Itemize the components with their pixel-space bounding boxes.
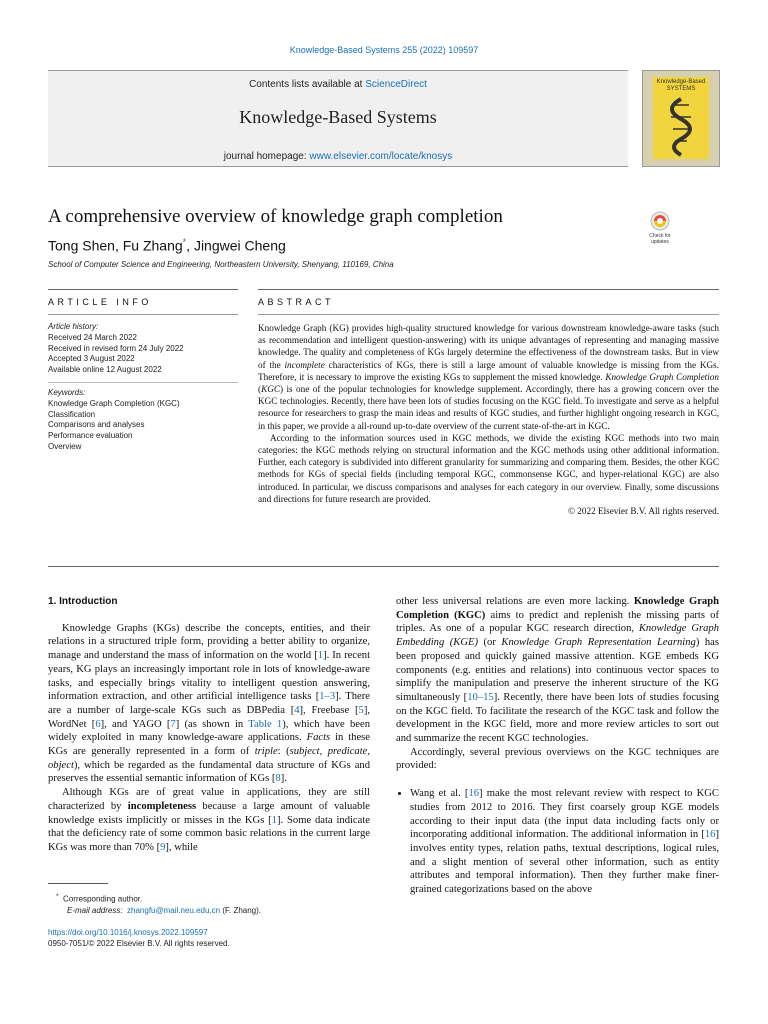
doi-block: [48, 927, 378, 949]
history-label: Article history:: [48, 322, 99, 331]
keyword: Overview: [48, 441, 82, 451]
email-link[interactable]: zhangfu@mail.neu.edu.cn: [127, 905, 221, 915]
footnote: * Corresponding author. E-mail address: zhangfu@mail.neu.edu.cn (F. Zhang).: [56, 893, 262, 915]
article-history: [48, 322, 238, 376]
keyword: Classification: [48, 409, 96, 419]
ref-link[interactable]: 5: [358, 704, 364, 716]
rule: [258, 314, 719, 315]
paper-title: A comprehensive overview of knowledge graph completion: [48, 206, 503, 227]
body-paragraph: Accordingly, several previous overviews on the KGC techniques are provided:: [396, 746, 719, 772]
right-column: [396, 595, 719, 897]
rule: [48, 314, 238, 315]
journal-homepage: journal homepage: www.elsevier.com/locate/knosys: [223, 151, 453, 162]
ref-link[interactable]: 16: [704, 829, 716, 841]
ref-link[interactable]: 1–3: [319, 691, 336, 703]
homepage-link[interactable]: www.elsevier.com/locate/knosys: [309, 151, 453, 162]
ref-link[interactable]: 10–15: [467, 691, 494, 703]
article-info-heading: ARTICLE INFO: [48, 297, 152, 307]
keywords: [48, 388, 238, 453]
rule: [48, 289, 238, 290]
ref-link[interactable]: 6: [95, 718, 101, 730]
body-paragraph: other less universal relations are even more lacking. Knowledge Graph Completion (KGC) aims to predict and replenish the missing parts of triples. As one of a popular KGC research direction, Knowledge Graph Embedding (KGE) (or Knowledge Graph Representation Learning) has been proposed and quickly gained massive attention. KGE embeds KG components (e.g. entities and relations) into continuous vector spaces to simplify the manipulation and preserve the inherent structure of the KG simultaneously [10–15]. Recently, there have been lots of studies focusing on the KGC field. To facilitate the research of the KGC task and follow the development in the KGC field, more and more review articles to sort out and summarize the recent KGC technologies.: [396, 596, 719, 745]
left-column: [48, 595, 370, 855]
abstract-paragraph: Knowledge Graph (KG) provides high-quality structured knowledge for various downstream knowledge-aware tasks (such as recommendation and intelligent question-answering) with its unique advantages of representing and managing massive knowledge. The quality and completeness of KGs largely determine the effectiveness of the downstream tasks. But in view of the incomplete characteristics of KGs, there is still a large amount of valuable knowledge is missing from the KGs. Therefore, it is necessary to improve the existing KGs to supplement the missed knowledge. Knowledge Graph Completion (KGC) is one of the popular technologies for knowledge supplement. Accordingly, there has a growing concern over the KGC technologies. Recently, there have been lots of studies focusing on the KGC field. To investigate and serve as a helpful resource for researchers to grasp the main ideas and results of KGC studies, and further highlight ongoing research in KGC, in this paper, we provide a all-round up-to-date overview of the current state-of-the-art in KGC.: [258, 323, 719, 431]
contents-available: Contents lists available at ScienceDirect: [249, 79, 427, 90]
check-updates-label: Check for updates: [649, 233, 671, 245]
keyword: Comparisons and analyses: [48, 420, 145, 430]
ref-link[interactable]: 1: [271, 814, 277, 826]
journal-citation[interactable]: Knowledge-Based Systems 255 (2022) 109597: [289, 45, 479, 55]
history-item: Received 24 March 2022: [48, 332, 137, 342]
list-item: • Wang et al. [16] make the most relevant review with respect to KGC studies from 2012 to 2016. They first coarsely group KGE models according to their input data (the input data including facts only or incorporating additional information. The additional information in [16] involves entity types, relation paths, textual descriptions, logical rules, and a slight mention of several other information, such as entity attributes and temporal information). Then they further make finer-grained categorizations based on the above: [410, 787, 719, 897]
doi-link[interactable]: https://doi.org/10.1016/j.knosys.2022.109597: [48, 928, 208, 937]
keyword: Knowledge Graph Completion (KGC): [48, 398, 180, 408]
ref-link[interactable]: 8: [275, 773, 281, 785]
keywords-label: Keywords:: [48, 388, 86, 397]
issn: 0950-7051/© 2022 Elsevier B.V. All rights reserved.: [48, 939, 230, 948]
keyword: Performance evaluation: [48, 431, 133, 441]
history-item: Accepted 3 August 2022: [48, 354, 135, 364]
abstract-heading: ABSTRACT: [258, 297, 335, 307]
ref-link[interactable]: 1: [317, 650, 324, 662]
paper-authors: Tong Shen, Fu Zhang*, Jingwei Cheng: [48, 237, 286, 254]
abstract-body: [258, 322, 719, 517]
affiliation: School of Computer Science and Engineering, Northeastern University, Shenyang, 110169, China: [48, 260, 394, 269]
footnote-rule: [48, 883, 108, 884]
ref-link[interactable]: 7: [170, 718, 176, 730]
rule: [48, 566, 719, 567]
ref-link[interactable]: 9: [160, 841, 166, 853]
ref-link[interactable]: 16: [468, 788, 480, 800]
journal-name: Knowledge-Based Systems: [239, 107, 437, 127]
check-updates-icon: [640, 210, 680, 232]
abstract-paragraph: According to the information sources used in KGC methods, we divide the existing KGC methods into two main categories: the KGC methods relying on structural information and the KGC methods using other additional information. Further, each category is subdivided into different granularity for summarizing and comparing them. Besides, the other KGC methods for KGs of special fields (including temporal KGC, commonsense KGC, and hyper-relational KGC) are also introduced. In particular, we discuss comparisons and analyses for each category in our overview. Finally, some discussions and directions for future research are provided.: [258, 432, 719, 504]
section-heading-introduction: 1. Introduction: [48, 596, 118, 607]
journal-cover[interactable]: [642, 70, 720, 167]
overview-list: [396, 787, 719, 897]
history-item: Available online 12 August 2022: [48, 365, 162, 375]
cover-title: Knowledge-Based SYSTEMS: [656, 79, 706, 92]
table-link[interactable]: Table 1: [248, 718, 283, 730]
body-paragraph: Although KGs are of great value in applications, they are still characterized by incompleteness because a large amount of valuable knowledge exists implicitly or misses in the KGs [1]. Some data indicate that the deficiency rate of some common basic relations in the current large KGs was more than 70% [9], while: [48, 787, 370, 853]
check-for-updates-badge[interactable]: [640, 210, 680, 248]
ref-link[interactable]: 4: [294, 704, 300, 716]
history-item: Received in revised form 24 July 2022: [48, 343, 184, 353]
rule: [258, 289, 719, 290]
journal-banner: [48, 70, 628, 167]
body-paragraph: Knowledge Graphs (KGs) describe the concepts, entities, and their relations in a structured triple form, providing a better ability to organize, manage and understand the mass of information on the world [1]. In recent years, KG plays an increasingly important role in lots of knowledge-aware tasks, and especially brings vitality to intelligent question answering, information extraction, and other artificial intelligence tasks [1–3]. There are a number of large-scale KGs such as DBPedia [4], Freebase [5], WordNet [6], and YAGO [7] (as shown in Table 1), which have been widely exploited in many knowledge-aware applications. Facts in these KGs are generally represented in a form of triple: (subject, predicate, object), which be regarded as the fundamental data structure of KGs and preserves the essential semantic information of KGs [8].: [48, 622, 371, 785]
corresponding-author-mark[interactable]: *: [182, 237, 187, 247]
sciencedirect-link[interactable]: ScienceDirect: [365, 79, 427, 90]
rule: [48, 382, 238, 383]
copyright: © 2022 Elsevier B.V. All rights reserved.: [568, 506, 719, 517]
